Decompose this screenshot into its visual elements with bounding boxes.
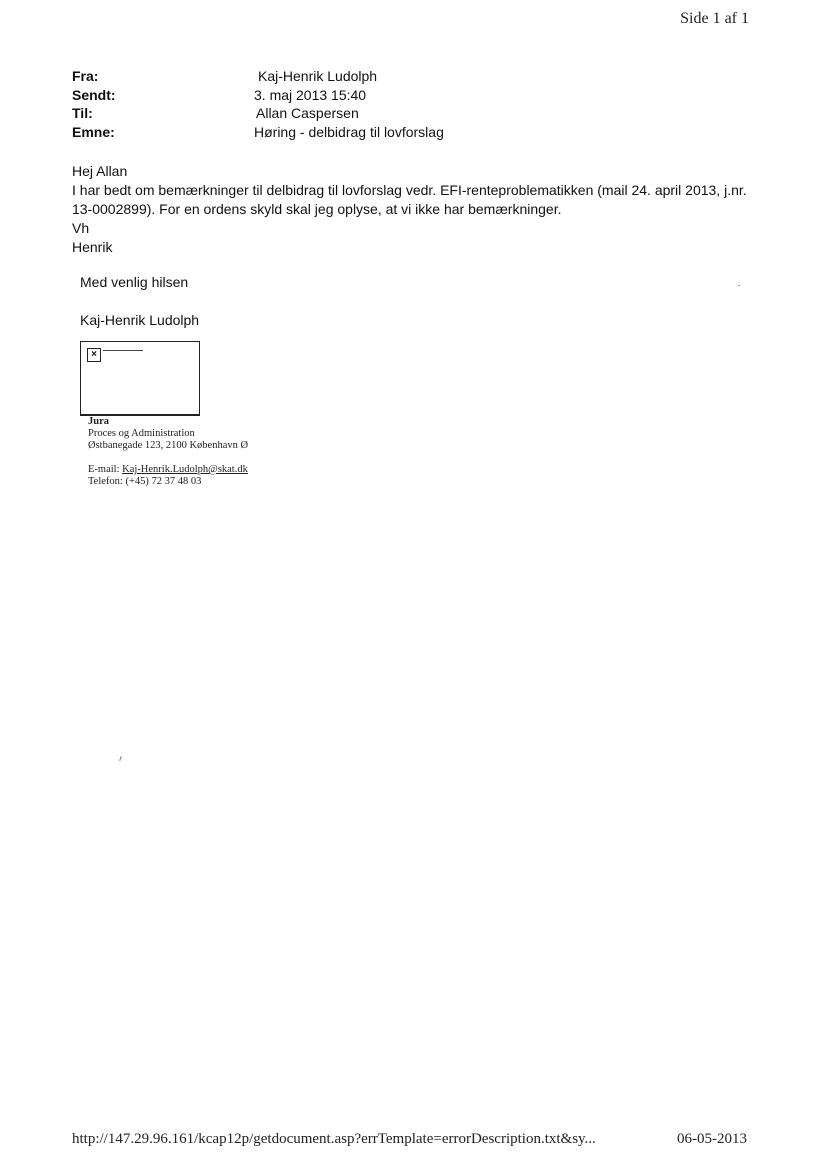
signature-phone: Telefon: (+45) 72 37 48 03 (88, 476, 202, 487)
header-key: Til: (72, 105, 93, 121)
logo-placeholder (80, 341, 200, 416)
recipient-name: Allan Caspersen (256, 105, 359, 121)
signoff-short: Vh (72, 220, 90, 236)
page-number-label: Side 1 af 1 (680, 10, 749, 27)
subject-text: Høring - delbidrag til lovforslag (254, 123, 444, 140)
greeting: Hej Allan (72, 163, 128, 179)
signature-department: Jura (88, 416, 109, 427)
header-key: Fra: (72, 68, 99, 84)
regards-text: Med venlig hilsen (80, 274, 189, 290)
header-key: Sendt: (72, 86, 116, 103)
signature-spacer (88, 452, 248, 464)
email-label: E-mail: (88, 464, 123, 475)
signature-email-line (88, 464, 248, 476)
body-paragraph: I har bedt om bemærkninger til delbidrag til lovforslag vedr. EFI-renteproblematikken (mail 24. april 2013, j.nr. 13-0002899). For en ordens skyld skal jeg oplyse, at vi ikke har bemærkninger. (72, 182, 747, 217)
scan-mark (119, 756, 122, 761)
sender-name: Kaj-Henrik Ludolph (258, 68, 378, 84)
header-key: Emne: (72, 123, 115, 140)
sent-date: 3. maj 2013 15:40 (254, 86, 367, 103)
footer-url: http://147.29.96.161/kcap12p/getdocument.asp?errTemplate=errorDescription.txt&sy... (72, 1131, 596, 1147)
signature-unit: Proces og Administration (88, 428, 195, 439)
broken-image-icon: × (87, 348, 101, 362)
scan-dot (738, 285, 740, 286)
email-link[interactable]: Kaj-Henrik.Ludolph@skat.dk (122, 464, 248, 475)
email-body (72, 162, 752, 257)
closing-name: Kaj-Henrik Ludolph (80, 312, 200, 328)
logo-line (103, 350, 143, 351)
signature-block (88, 416, 248, 488)
signature-address: Østbanegade 123, 2100 København Ø (88, 440, 249, 451)
name-short: Henrik (72, 239, 113, 255)
footer-date: 06-05-2013 (677, 1131, 747, 1147)
